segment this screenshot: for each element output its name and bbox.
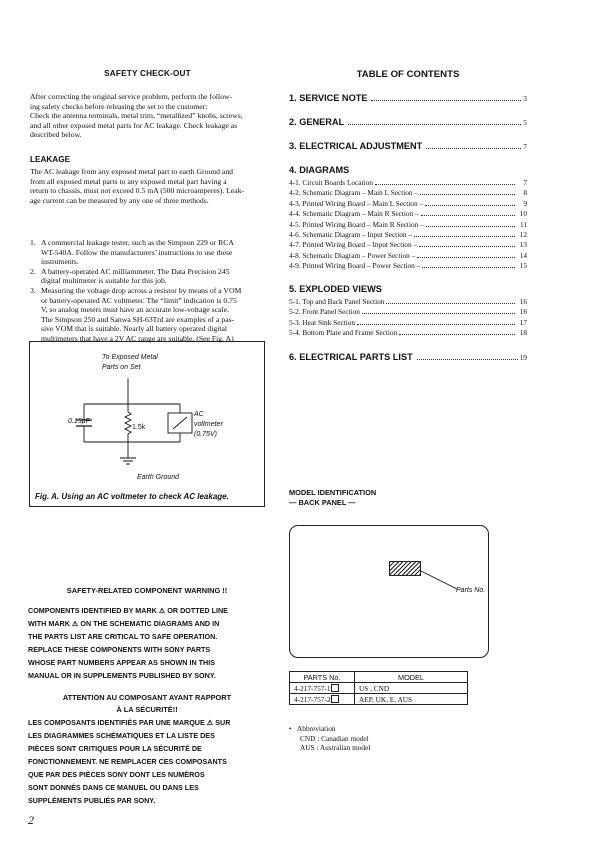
toc-entry-service-note[interactable] [289, 93, 527, 103]
label-capacitor: 0.15μF [68, 418, 90, 425]
toc-subentry[interactable] [289, 297, 527, 307]
leakage-test-circuit-diagram [30, 342, 266, 508]
toc-subentry[interactable] [289, 261, 527, 271]
text-line: WT-540A. Follow the manufacturers’ instructions to use these [41, 247, 233, 257]
table-cell-part [290, 694, 355, 705]
dot-leader [417, 359, 518, 360]
text-line: THE PARTS LIST ARE CRITICAL TO SAFE OPERATION. [28, 632, 218, 641]
safety-intro-paragraph [30, 92, 266, 140]
label-voltmeter: voltmeter [194, 421, 223, 428]
toc-entry-page: 10 [519, 209, 527, 219]
text-line: QUE PAR DES PIÈCES SONY DONT LES NUMÉROS [28, 770, 205, 779]
label-parts-on-set: Parts on Set [102, 364, 141, 371]
text-line: — BACK PANEL — [289, 498, 356, 507]
table-header-row [290, 672, 468, 683]
table-cell-model: US , CND [355, 683, 468, 694]
table-row [290, 683, 468, 694]
abbreviation-item: CND : Canadian model [300, 733, 369, 743]
label-voltmeter-ac: AC [194, 411, 204, 418]
toc-subentry[interactable] [289, 230, 527, 240]
list-item [30, 286, 266, 344]
callout-leader-line [420, 570, 460, 592]
toc-subentry[interactable] [289, 188, 527, 198]
text-line: WHOSE PART NUMBERS APPEAR AS SHOWN IN THIS [28, 658, 216, 667]
toc-subentry[interactable] [289, 220, 527, 230]
toc-entry-label: 5-1. Top and Back Panel Section [289, 297, 385, 306]
text-line: ing safety checks before releasing the set to the customer: [30, 101, 208, 111]
toc-subentry[interactable] [289, 178, 527, 188]
table-row [290, 694, 468, 705]
text-line: multimeters that have a 2V AC range are suitable. (See Fig. A) [41, 333, 234, 343]
toc-subentry[interactable] [289, 318, 527, 328]
toc-title: TABLE OF CONTENTS [356, 69, 460, 80]
toc-entry-label: 4-9. Printed Wiring Board – Power Section – [289, 261, 421, 271]
text-line: Check the antenna terminals, metal trim, “metallized” knobs, screws, [30, 111, 243, 121]
toc-entry-page: 5 [523, 118, 527, 127]
toc-section-diagrams: 4. DIAGRAMS [289, 165, 350, 175]
bullet-icon: • [289, 724, 298, 733]
text-line: LES DIAGRAMMES SCHÉMATIQUES ET LA LISTE DES [28, 731, 215, 740]
toc-subentry[interactable] [289, 199, 527, 209]
text-line: or battery-operated AC voltmeter. The “limit” indication is 0.75 [41, 295, 237, 305]
toc-entry-label: 1. SERVICE NOTE [289, 93, 368, 103]
toc-entry-page: 3 [523, 94, 527, 103]
abbreviation-item: AUS : Australian model [300, 743, 371, 753]
toc-entry-label: 4-8. Schematic Diagram – Power Section – [289, 250, 416, 260]
text-line: and all other exposed metal parts for AC leakage. Check leakage as [30, 120, 238, 130]
text-line: ATTENTION AU COMPOSANT AYANT RAPPORT [62, 693, 232, 702]
list-item [30, 238, 266, 267]
text-line: FONCTIONNEMENT. NE REMPLACER CES COMPOSANTS [28, 757, 227, 766]
abbreviation-heading [289, 724, 370, 734]
toc-entry-label: 2. GENERAL [289, 117, 345, 127]
dot-leader [419, 246, 515, 247]
text-line: SONT DONNÉS DANS CE MANUEL OU DANS LES [28, 783, 199, 792]
toc-entry-label: 6. ELECTRICAL PARTS LIST [289, 352, 413, 362]
toc-subentry[interactable] [289, 251, 527, 261]
dot-leader [375, 184, 515, 185]
toc-entry-label: 4-6. Schematic Diagram – Input Section – [289, 229, 413, 239]
ground-symbol [120, 458, 136, 464]
table-cell-model: AEP, UK, E, AUS [355, 694, 468, 705]
text-line: MANUAL OR IN SUPPLEMENTS PUBLISHED BY SONY. [28, 671, 216, 680]
toc-entry-page: 8 [523, 188, 527, 198]
toc-entry-label: 4-5. Printed Wiring Board – Main R Section – [289, 219, 424, 229]
toc-entry-label: 4-3. Printed Wiring Board – Main L Section – [289, 198, 424, 208]
toc-entry-label: 5-4. Bottom Plate and Frame Section [289, 328, 398, 338]
parts-number-label-area [389, 561, 421, 576]
text-line: from all exposed metal parts to any exposed metal part having a [30, 176, 227, 186]
dot-leader [414, 236, 515, 237]
part-number: 4-217-757-1 [294, 683, 331, 693]
toc-entry-label: 4-2. Schematic Diagram – Main L Section – [289, 188, 419, 198]
toc-entry-page: 17 [519, 317, 527, 327]
toc-entry-page: 15 [519, 261, 527, 271]
dot-leader [348, 124, 521, 125]
toc-entry-page: 9 [523, 198, 527, 208]
text-line: After correcting the original service problem, perform the follow- [30, 92, 233, 101]
text-line: described below. [30, 130, 82, 140]
resistor-symbol [125, 412, 131, 434]
measurement-methods-list [30, 238, 266, 344]
text-line: The AC leakage from any exposed metal part to earth Ground and [30, 167, 234, 176]
label-resistor: 1.5k [132, 424, 146, 431]
leakage-paragraph [30, 167, 266, 205]
dot-leader [426, 226, 515, 227]
text-line: instruments. [41, 257, 79, 267]
toc-entry-page: 16 [519, 297, 527, 306]
safety-checkout-title: SAFETY CHECK-OUT [104, 69, 191, 78]
dot-leader [362, 313, 515, 314]
model-identification-title [289, 488, 376, 508]
toc-entry-general[interactable] [289, 117, 527, 127]
label-exposed-metal: To Exposed Metal [102, 354, 158, 361]
dot-leader [426, 148, 521, 149]
text-line: SUPPLÉMENTS PUBLIÉS PAR SONY. [28, 796, 156, 805]
text-line: MODEL IDENTIFICATION [289, 488, 377, 497]
page-number: 2 [28, 813, 34, 827]
toc-entry-page: 19 [519, 353, 527, 362]
toc-entry-label: 4-1. Circuit Boards Location [289, 178, 373, 187]
part-number: 4-217-757-2 [294, 694, 331, 704]
toc-entry-electrical-parts-list[interactable] [289, 352, 527, 362]
text-line: age current can be measured by any one of three methods. [30, 195, 209, 205]
toc-diagrams-list [289, 178, 527, 272]
toc-entry-page: 11 [519, 219, 527, 229]
text-line: REPLACE THESE COMPONENTS WITH SONY PARTS [28, 645, 211, 654]
toc-subentry[interactable] [289, 240, 527, 250]
toc-entry-page: 16 [519, 307, 527, 317]
text-line: A battery-operated AC milliammeter. The Data Precision 245 [41, 266, 230, 276]
abbreviation-section [289, 724, 370, 753]
list-number: 3. [30, 285, 36, 295]
toc-entry-page: 7 [523, 178, 527, 187]
toc-entry-label: 4-4. Schematic Diagram – Main R Section – [289, 209, 419, 219]
toc-entry-label: 3. ELECTRICAL ADJUSTMENT [289, 141, 423, 151]
toc-entry-page: 12 [519, 229, 527, 239]
dot-leader [422, 267, 515, 268]
text-line: PIÈCES SONT CRITIQUES POUR LA SÉCURITÉ DE [28, 744, 202, 753]
label-earth-ground: Earth Ground [137, 474, 180, 481]
list-number: 2. [30, 266, 36, 276]
leakage-heading: LEAKAGE [30, 155, 71, 164]
dot-leader [420, 194, 515, 195]
checkbox-square-icon [331, 684, 339, 692]
list-number: 1. [30, 238, 36, 247]
safety-warning-english [28, 604, 266, 682]
text-line: WITH MARK ⚠ ON THE SCHEMATIC DIAGRAMS AND IN [28, 619, 220, 628]
toc-entry-page: 13 [519, 240, 527, 250]
abbreviation-title: Abbreviation [297, 724, 336, 733]
dot-leader [357, 324, 515, 325]
toc-section-exploded-views: 5. EXPLODED VIEWS [289, 284, 382, 294]
text-line: A commercial leakage tester, such as the Simpson 229 or RCA [41, 238, 234, 247]
text-line: digital multimeter is suitable for this job. [41, 276, 167, 286]
text-line: return to chassis, must not exceed 0.5 mA (500 microamperes). Leak- [30, 186, 245, 196]
text-line: The Simpson 250 and Sanwa SH-63Trd are examples of a pas- [41, 314, 235, 324]
dot-leader [371, 100, 521, 101]
text-line: V, so analog meters must have an accurate low-voltage scale. [41, 305, 229, 315]
toc-exploded-list [289, 297, 527, 339]
toc-entry-page: 7 [523, 142, 527, 151]
figure-a-box [29, 341, 265, 507]
table-cell-part [290, 683, 355, 694]
safety-warning-french-title [28, 692, 266, 716]
toc-entry-page: 14 [519, 250, 527, 260]
parts-no-callout: Parts No. [456, 587, 486, 594]
safety-warning-title: SAFETY-RELATED COMPONENT WARNING !! [66, 586, 228, 595]
dot-leader [417, 257, 515, 258]
toc-subentry[interactable] [289, 328, 527, 338]
label-voltmeter-range: (0.75V) [194, 431, 217, 438]
text-line: LES COMPOSANTS IDENTIFIÉS PAR UNE MARQUE ⚠ SUR [28, 718, 231, 727]
list-item [30, 267, 266, 286]
text-line: COMPONENTS IDENTIFIED BY MARK ⚠ OR DOTTED LINE [28, 606, 228, 615]
toc-subentry[interactable] [289, 209, 527, 219]
figure-a-caption: Fig. A. Using an AC voltmeter to check AC leakage. [35, 492, 229, 501]
toc-entry-label: 4-7. Printed Wiring Board – Input Section – [289, 240, 418, 250]
toc-entry-electrical-adjustment[interactable] [289, 141, 527, 151]
safety-warning-french [28, 716, 266, 807]
dot-leader [399, 334, 515, 335]
text-line: À LA SÉCURITÉ!! [116, 705, 178, 714]
dot-leader [386, 303, 515, 304]
text-line: Measuring the voltage drop across a resistor by means of a VOM [41, 285, 242, 295]
toc-subentry[interactable] [289, 307, 527, 317]
toc-entry-label: 5-3. Heat Sink Section [289, 317, 356, 327]
text-line: sive VOM that is suitable. Nearly all battery operated digital [41, 324, 228, 334]
toc-entry-label: 5-2. Front Panel Section [289, 307, 360, 317]
parts-model-table [289, 671, 468, 705]
table-header: MODEL [355, 672, 468, 683]
dot-leader [425, 205, 515, 206]
table-header: PARTS No. [290, 672, 355, 683]
dot-leader [421, 215, 515, 216]
toc-entry-page: 18 [519, 328, 527, 338]
checkbox-square-icon [331, 695, 339, 703]
